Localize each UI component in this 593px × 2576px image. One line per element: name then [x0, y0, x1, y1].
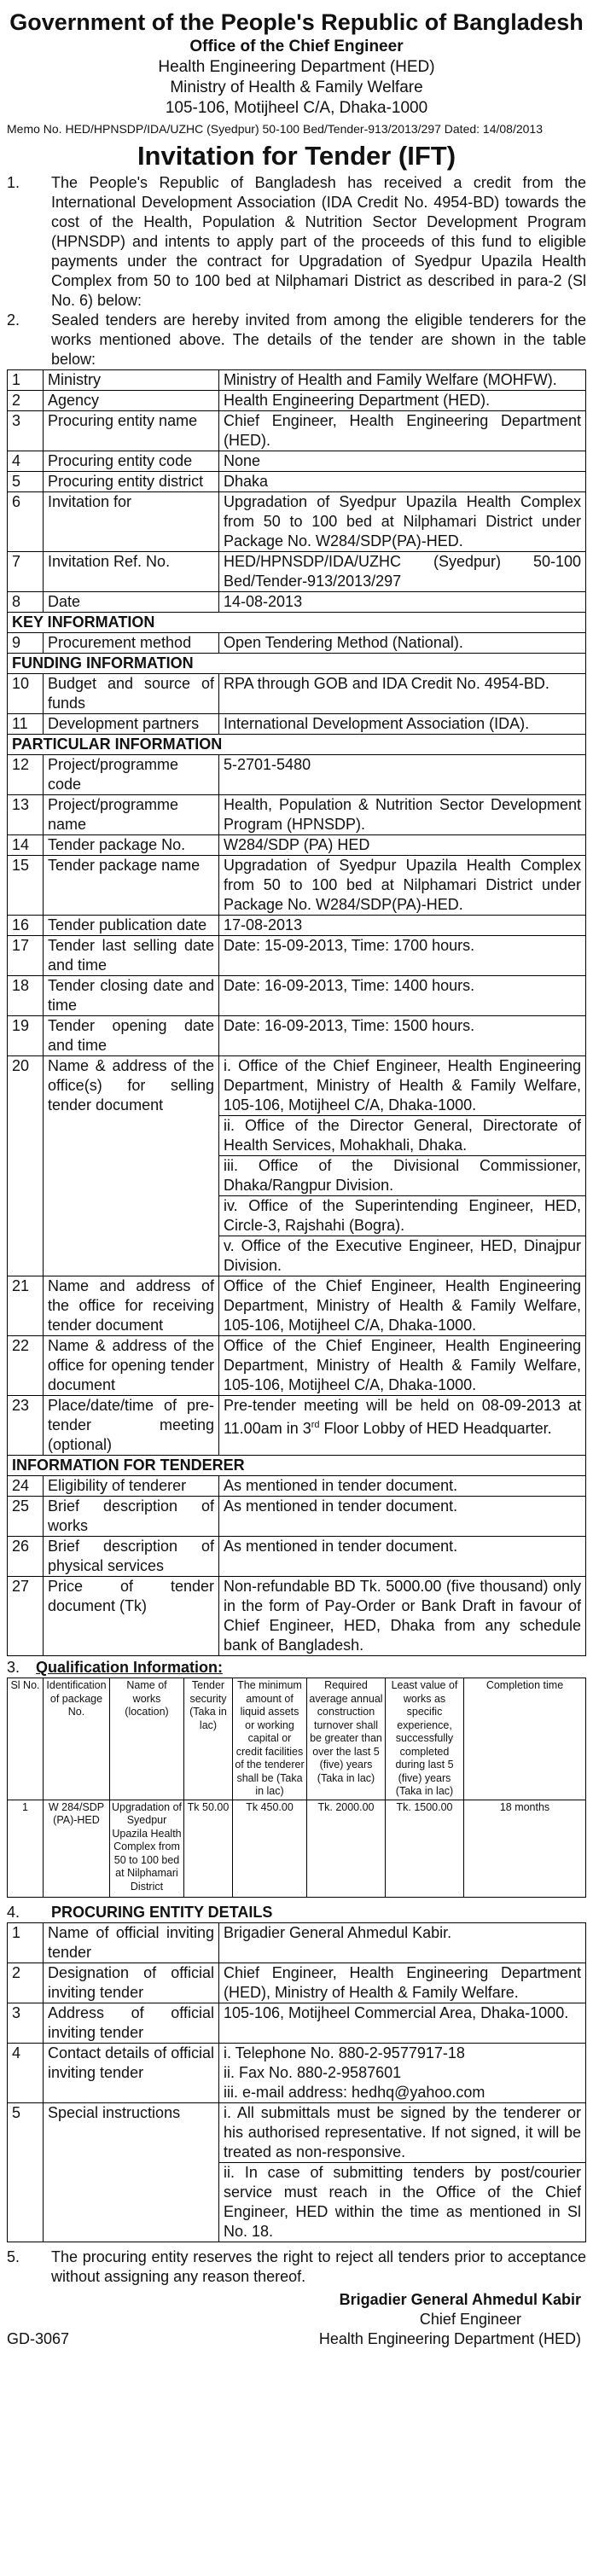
row-number: 14: [8, 835, 44, 856]
office-address: 105-106, Motijheel C/A, Dhaka-1000: [165, 99, 428, 117]
table-row: [8, 552, 586, 592]
row-number: 4: [8, 451, 44, 472]
government-title: Government of the People's Republic of Bangladesh: [9, 9, 584, 35]
row-number: 25: [8, 1497, 44, 1537]
qualification-heading: [7, 1658, 586, 1678]
table-row: [8, 1276, 586, 1336]
row-label: Tender opening date and time: [44, 1016, 219, 1056]
table-row: [8, 492, 586, 552]
table-cell: 18 months: [464, 1800, 586, 1898]
row-value: 17-08-2013: [219, 916, 586, 936]
row-value: Open Tendering Method (National).: [219, 633, 586, 654]
row-value: As mentioned in tender document.: [219, 1537, 586, 1577]
special-instructions: [219, 2103, 586, 2242]
row-number: 5: [8, 2103, 44, 2242]
row-label: Development partners: [44, 714, 219, 735]
row-value: 14-08-2013: [219, 592, 586, 613]
office-item: i. Office of the Chief Engineer, Health Engineering Department, Ministry of Health & Family Welfare, 105-106, Motijheel C/A, Dhaka-1000.: [224, 1057, 581, 1114]
row-label: Brief description of physical services: [44, 1537, 219, 1577]
table-row: [8, 835, 586, 856]
table-row: [8, 1396, 586, 1456]
ordinal-suffix: rd: [311, 1420, 320, 1430]
row-number: 19: [8, 1016, 44, 1056]
row-label: Procurement method: [44, 633, 219, 654]
row-value: As mentioned in tender document.: [219, 1476, 586, 1497]
table-cell: W 284/SDP (PA)-HED: [44, 1800, 110, 1898]
row-value: Date: 16-09-2013, Time: 1500 hours.: [219, 1016, 586, 1056]
contact-details: [219, 2044, 586, 2103]
row-value: 105-106, Motijheel Commercial Area, Dhaka-1000.: [219, 2003, 586, 2044]
row-value: Upgradation of Syedpur Upazila Health Complex from 50 to 100 bed at Nilphamari District under Package No. W284/SDP(PA)-HED.: [219, 492, 586, 552]
table-row: [8, 916, 586, 936]
row-value: Ministry of Health and Family Welfare (MOHFW).: [219, 370, 586, 391]
row-number: 12: [8, 755, 44, 795]
section-heading: INFORMATION FOR TENDERER: [8, 1456, 586, 1476]
table-row: [8, 411, 586, 451]
closing-paragraph: [7, 2247, 586, 2287]
row-label: Name & address of the office for opening tender document: [44, 1336, 219, 1396]
table-row: [8, 451, 586, 472]
qualification-table: [7, 1678, 586, 1898]
row-label: Agency: [44, 391, 219, 411]
office-item: iii. Office of the Divisional Commissioner, Dhaka/Rangpur Division.: [219, 1155, 585, 1195]
row-label: Procuring entity district: [44, 472, 219, 492]
table-row: [8, 1056, 586, 1276]
column-header: Required average annual construction turnover shall be greater than over the last 5 (five) years (Taka in lac): [307, 1678, 386, 1800]
paragraph-text: Sealed tenders are hereby invited from among the eligible tenderers for the works mentioned above. The details of the tender are shown in the table below:: [51, 311, 586, 368]
section-number: 3.: [7, 1659, 20, 1676]
section-title: Qualification Information:: [36, 1659, 223, 1676]
table-row: [8, 714, 586, 735]
column-header: Completion time: [464, 1678, 586, 1800]
row-value: Chief Engineer, Health Engineering Department (HED), Ministry of Health & Family Welfare.: [219, 1963, 586, 2003]
tender-notice: [7, 9, 586, 2349]
row-number: 22: [8, 1336, 44, 1396]
row-value: [219, 1396, 586, 1456]
fax-line: ii. Fax No. 880-2-9587601: [224, 2064, 402, 2081]
signatory-department: Health Engineering Department (HED): [318, 2330, 581, 2347]
row-label: Tender package name: [44, 856, 219, 916]
section-number: 4.: [7, 1904, 20, 1921]
row-number: 4: [8, 2044, 44, 2103]
table-row: [8, 391, 586, 411]
row-label: Special instructions: [44, 2103, 219, 2242]
row-value: Upgradation of Syedpur Upazila Health Complex from 50 to 100 bed at Nilphamari District under Package No. W284/SDP(PA)-HED.: [219, 856, 586, 916]
table-row: [8, 1800, 586, 1898]
row-value: Chief Engineer, Health Engineering Department (HED).: [219, 411, 586, 451]
email-line: iii. e-mail address: hedhq@yahoo.com: [224, 2084, 485, 2101]
row-label: Tender package No.: [44, 835, 219, 856]
row-value: Office of the Chief Engineer, Health Engineering Department, Ministry of Health & Family Welfare, 105-106, Motijheel C/A, Dhaka-1000.: [219, 1336, 586, 1396]
row-number: 18: [8, 976, 44, 1016]
procuring-heading: [7, 1903, 586, 1922]
row-value: Date: 15-09-2013, Time: 1700 hours.: [219, 936, 586, 976]
row-value: Health Engineering Department (HED).: [219, 391, 586, 411]
column-header: Sl No.: [8, 1678, 44, 1800]
table-row: [8, 1476, 586, 1497]
table-row: [8, 1963, 586, 2003]
table-row: [8, 633, 586, 654]
row-value: Health, Population & Nutrition Sector Development Program (HPNSDP).: [219, 795, 586, 835]
row-label: Price of tender document (Tk): [44, 1577, 219, 1656]
row-number: 26: [8, 1537, 44, 1577]
row-number: 17: [8, 936, 44, 976]
row-number: 8: [8, 592, 44, 613]
row-number: 3: [8, 411, 44, 451]
row-number: 1: [8, 370, 44, 391]
row-label: Name & address of the office(s) for selling tender document: [44, 1056, 219, 1276]
row-number: 10: [8, 674, 44, 714]
row-number: 20: [8, 1056, 44, 1276]
footer: [7, 2329, 586, 2349]
row-number: 2: [8, 391, 44, 411]
row-label: Address of official inviting tender: [44, 2003, 219, 2044]
table-cell: 1: [8, 1800, 44, 1898]
signatory-name: Brigadier General Ahmedul Kabir: [339, 2291, 581, 2308]
row-value: RPA through GOB and IDA Credit No. 4954-BD.: [219, 674, 586, 714]
row-label: Tender publication date: [44, 916, 219, 936]
row-label: Project/programme name: [44, 795, 219, 835]
section-heading: PARTICULAR INFORMATION: [8, 735, 586, 755]
row-value: As mentioned in tender document.: [219, 1497, 586, 1537]
paragraph-number: 2.: [7, 311, 20, 329]
row-number: 1: [8, 1923, 44, 1963]
row-number: 24: [8, 1476, 44, 1497]
table-row: [8, 370, 586, 391]
row-number: 7: [8, 552, 44, 592]
table-row: [8, 592, 586, 613]
office-item: iv. Office of the Superintending Engineer, HED, Circle-3, Rajshahi (Bogra).: [219, 1195, 585, 1236]
row-value: W284/SDP (PA) HED: [219, 835, 586, 856]
paragraph-number: 5.: [7, 2248, 20, 2265]
section-heading: FUNDING INFORMATION: [8, 654, 586, 674]
row-value: International Development Association (IDA).: [219, 714, 586, 735]
table-row: [8, 2003, 586, 2044]
table-row: [8, 1016, 586, 1056]
row-label: Tender closing date and time: [44, 976, 219, 1016]
row-value: Office of the Chief Engineer, Health Engineering Department, Ministry of Health & Family Welfare, 105-106, Motijheel C/A, Dhaka-1000.: [219, 1276, 586, 1336]
table-row: [8, 674, 586, 714]
row-label: Brief description of works: [44, 1497, 219, 1537]
table-row: [8, 856, 586, 916]
row-number: 11: [8, 714, 44, 735]
row-number: 27: [8, 1577, 44, 1656]
row-label: Project/programme code: [44, 755, 219, 795]
table-row: [8, 1923, 586, 1963]
department-name: Health Engineering Department (HED): [158, 58, 435, 76]
intro-paragraph-1: [7, 173, 586, 311]
table-header-row: [8, 1678, 586, 1800]
row-label: Procuring entity code: [44, 451, 219, 472]
row-label: Contact details of official inviting tender: [44, 2044, 219, 2103]
table-row: [8, 976, 586, 1016]
column-header: Tender security (Taka in lac): [184, 1678, 233, 1800]
table-row: [8, 795, 586, 835]
table-cell: Tk. 2000.00: [307, 1800, 386, 1898]
row-label: Tender last selling date and time: [44, 936, 219, 976]
office-item: v. Office of the Executive Engineer, HED, Dinajpur Division.: [219, 1236, 585, 1276]
table-row: [8, 1497, 586, 1537]
table-cell: Tk. 1500.00: [386, 1800, 464, 1898]
row-number: 21: [8, 1276, 44, 1336]
row-label: Name of official inviting tender: [44, 1923, 219, 1963]
row-label: Invitation Ref. No.: [44, 552, 219, 592]
column-header: Least value of works as specific experience, successfully completed during last 5 (five) years (Taka in lac): [386, 1678, 464, 1800]
row-value: HED/HPNSDP/IDA/UZHC (Syedpur) 50-100 Bed/Tender-913/2013/297: [219, 552, 586, 592]
row-number: 23: [8, 1396, 44, 1456]
procuring-entity-table: [7, 1922, 586, 2242]
row-value: Brigadier General Ahmedul Kabir.: [219, 1923, 586, 1963]
intro-paragraph-2: [7, 311, 586, 369]
table-row: [8, 472, 586, 492]
table-row: [8, 1537, 586, 1577]
selling-offices-list: [219, 1056, 586, 1276]
office-item: ii. Office of the Director General, Directorate of Health Services, Mohakhali, Dhaka.: [219, 1115, 585, 1155]
document-title: Invitation for Tender (IFT): [137, 141, 456, 171]
advert-code: GD-3067: [7, 2330, 70, 2347]
pre-tender-text-end: Floor Lobby of HED Headquarter.: [319, 1420, 552, 1437]
ministry-name: Ministry of Health & Family Welfare: [170, 79, 423, 96]
row-value: Date: 16-09-2013, Time: 1400 hours.: [219, 976, 586, 1016]
row-value: 5-2701-5480: [219, 755, 586, 795]
row-label: Budget and source of funds: [44, 674, 219, 714]
instruction-item: ii. In case of submitting tenders by post/courier service must reach in the Office of the Chief Engineer, HED within the time as mentioned in Sl No. 18.: [219, 2162, 585, 2242]
row-label: Name and address of the office for receiving tender document: [44, 1276, 219, 1336]
pre-tender-text: Pre-tender meeting will be held on 08-09-2013 at 11.00am in 3: [224, 1397, 581, 1437]
paragraph-number: 1.: [7, 174, 20, 191]
paragraph-text: The People's Republic of Bangladesh has received a credit from the International Development Association (IDA Credit No. 4954-BD) towards the cost of the Health, Population & Nutrition Sector Development Program (HPNSDP) and intents to apply part of the proceeds of this fund to eligible payments under the contract for Upgradation of Syedpur Upazila Health Complex from 50 to 100 bed at Nilphamari District as described in para-2 (Sl No. 6) below:: [51, 174, 586, 309]
paragraph-text: The procuring entity reserves the right to reject all tenders prior to acceptance without assigning any reason thereof.: [51, 2248, 586, 2285]
column-header: Name of works (location): [110, 1678, 184, 1800]
row-label: Designation of official inviting tender: [44, 1963, 219, 2003]
table-cell: Tk 50.00: [184, 1800, 233, 1898]
table-row: [8, 1577, 586, 1656]
table-row: [8, 2103, 586, 2242]
table-row: [8, 755, 586, 795]
office-title: Office of the Chief Engineer: [189, 38, 404, 55]
signatory-designation: Chief Engineer: [419, 2311, 521, 2328]
instruction-item: i. All submittals must be signed by the tenderer or his authorised representative. If not signed, it will be treated as non-responsive.: [224, 2104, 581, 2160]
column-header: Identification of package No.: [44, 1678, 110, 1800]
tender-details-table: [7, 369, 586, 1656]
table-cell: Tk 450.00: [233, 1800, 307, 1898]
telephone-line: i. Telephone No. 880-2-9577917-18: [224, 2044, 465, 2061]
row-label: Place/date/time of pre-tender meeting (optional): [44, 1396, 219, 1456]
row-label: Invitation for: [44, 492, 219, 552]
row-number: 15: [8, 856, 44, 916]
row-value: Dhaka: [219, 472, 586, 492]
memo-line: Memo No. HED/HPNSDP/IDA/UZHC (Syedpur) 50-100 Bed/Tender-913/2013/297 Dated: 14/08/2013: [7, 122, 543, 136]
row-number: 3: [8, 2003, 44, 2044]
section-title: PROCURING ENTITY DETAILS: [51, 1904, 273, 1921]
row-value: None: [219, 451, 586, 472]
row-label: Ministry: [44, 370, 219, 391]
table-row: [8, 936, 586, 976]
table-row: [8, 2044, 586, 2103]
row-number: 5: [8, 472, 44, 492]
row-label: Date: [44, 592, 219, 613]
column-header: The minimum amount of liquid assets or working capital or credit facilities of the tenderer shall be (Taka in lac): [233, 1678, 307, 1800]
row-label: Procuring entity name: [44, 411, 219, 451]
row-number: 2: [8, 1963, 44, 2003]
row-value: Non-refundable BD Tk. 5000.00 (five thousand) only in the form of Pay-Order or Bank Draft in favour of Chief Engineer, HED, Dhaka from any schedule bank of Bangladesh.: [219, 1577, 586, 1656]
signature-block: [7, 2290, 586, 2329]
row-number: 16: [8, 916, 44, 936]
row-label: Eligibility of tenderer: [44, 1476, 219, 1497]
table-cell: Upgradation of Syedpur Upazila Health Complex from 50 to 100 bed at Nilphamari District: [110, 1800, 184, 1898]
row-number: 13: [8, 795, 44, 835]
section-heading: KEY INFORMATION: [8, 613, 586, 633]
row-number: 9: [8, 633, 44, 654]
row-number: 6: [8, 492, 44, 552]
table-row: [8, 1336, 586, 1396]
